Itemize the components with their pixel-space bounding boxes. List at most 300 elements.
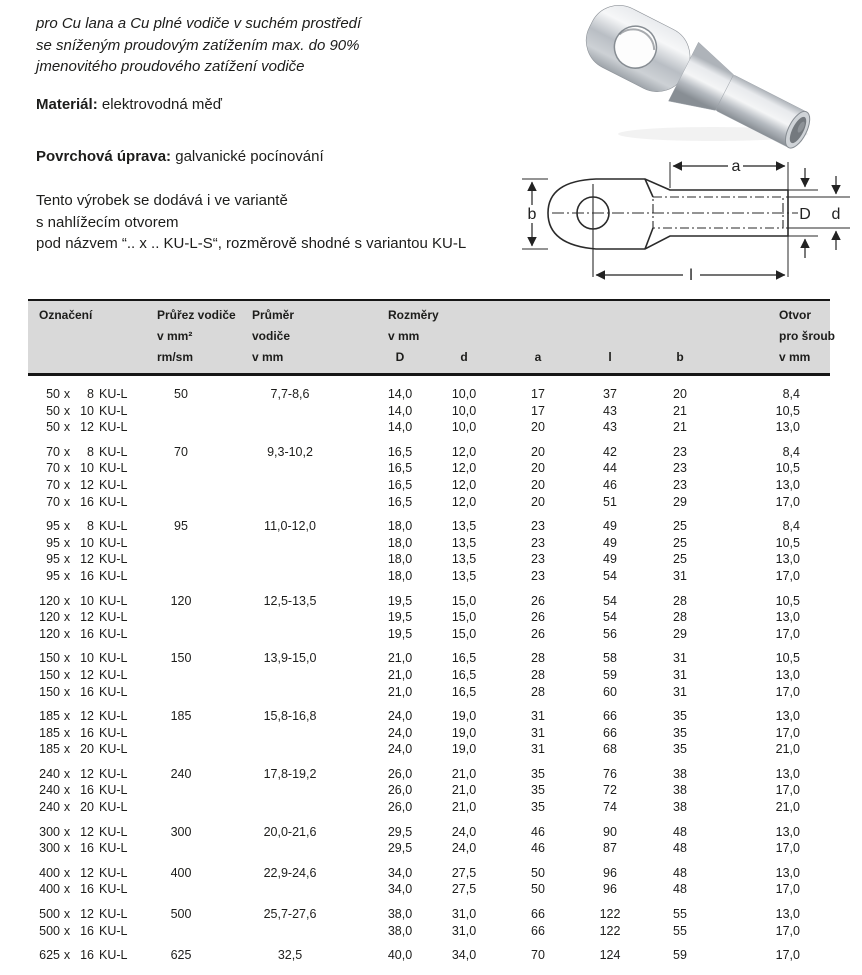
cell-cross-section — [150, 419, 212, 436]
cell-b: 21 — [673, 403, 687, 418]
cell-diameter — [212, 799, 368, 816]
cell-d: 19,0 — [451, 725, 477, 740]
cell-diameter — [212, 725, 368, 742]
cell-bolt-hole: 13,0 — [775, 667, 800, 682]
cell-b: 55 — [673, 923, 687, 938]
cell-d: 15,0 — [451, 610, 477, 625]
cell-l: 87 — [603, 841, 617, 856]
cell-designation: 95 x 12 KU-L — [46, 552, 128, 567]
cell-D: 21,0 — [387, 684, 413, 699]
cell-diameter: 11,0-12,0 — [264, 519, 316, 534]
cell-l: 60 — [603, 684, 617, 699]
cell-diameter — [212, 460, 368, 477]
cell-designation: 50 x 12 KU-L — [46, 420, 128, 435]
cell-l: 96 — [603, 882, 617, 897]
cell-designation: 240 x 20 KU-L — [39, 800, 128, 815]
cell-bolt-hole: 13,0 — [775, 610, 800, 625]
cell-diameter — [212, 568, 368, 585]
cell-cross-section: 300 — [170, 824, 192, 839]
cell-d: 13,5 — [451, 535, 477, 550]
cell-D: 18,0 — [387, 519, 413, 534]
header-dimensions: Rozměry v mm D d a l b — [368, 305, 712, 368]
cell-d: 12,0 — [451, 477, 477, 492]
lug-outline — [548, 179, 788, 249]
cell-d: 13,5 — [451, 568, 477, 583]
cell-diameter: 7,7-8,6 — [270, 387, 310, 401]
cell-diameter — [212, 419, 368, 436]
dimension-diagram — [500, 150, 862, 290]
cell-a: 17 — [531, 387, 545, 401]
cell-diameter — [212, 609, 368, 626]
cell-l: 66 — [603, 725, 617, 740]
table-row — [28, 518, 830, 535]
table-row — [28, 609, 830, 626]
cell-bolt-hole: 17,0 — [775, 948, 800, 963]
cell-l: 56 — [603, 626, 617, 641]
table-group — [28, 766, 830, 816]
cell-b: 23 — [673, 477, 687, 492]
cell-bolt-hole: 10,5 — [775, 651, 800, 666]
cell-D: 21,0 — [387, 667, 413, 682]
cell-designation: 70 x 12 KU-L — [46, 477, 128, 492]
table-row — [28, 684, 830, 701]
cell-diameter: 15,8-16,8 — [263, 709, 317, 724]
cell-b: 28 — [673, 610, 687, 625]
cell-b: 38 — [673, 766, 687, 781]
cell-a: 17 — [531, 403, 545, 418]
cell-a: 46 — [531, 824, 545, 839]
cell-diameter — [212, 667, 368, 684]
cell-a: 28 — [531, 667, 545, 682]
cell-b: 38 — [673, 800, 687, 815]
cell-designation: 150 x 10 KU-L — [39, 651, 128, 666]
cell-diameter — [212, 741, 368, 758]
cell-a: 31 — [531, 725, 545, 740]
table-group — [28, 708, 830, 758]
header-bolt-hole: Otvor pro šroub v mm — [779, 308, 835, 364]
cell-cross-section: 120 — [170, 593, 192, 608]
cell-designation: 400 x 12 KU-L — [39, 865, 128, 880]
cell-l: 122 — [599, 907, 621, 922]
cell-bolt-hole: 17,0 — [775, 882, 800, 897]
dimension-arrows — [532, 166, 836, 275]
cell-bolt-hole: 10,5 — [775, 593, 800, 608]
cell-D: 18,0 — [387, 552, 413, 567]
cell-a: 20 — [531, 420, 545, 435]
cell-l: 90 — [603, 824, 617, 839]
cell-cross-section: 95 — [174, 519, 188, 534]
cell-l: 43 — [603, 403, 617, 418]
table-row — [28, 626, 830, 643]
cell-diameter: 22,9-24,6 — [263, 865, 317, 880]
cell-cross-section — [150, 881, 212, 898]
table-row — [28, 650, 830, 667]
cell-cross-section — [150, 568, 212, 585]
cell-l: 49 — [603, 552, 617, 567]
cell-D: 38,0 — [387, 907, 413, 922]
cell-cross-section — [150, 626, 212, 643]
cell-cross-section: 400 — [170, 865, 192, 880]
table-group — [28, 650, 830, 700]
cell-D: 21,0 — [387, 651, 413, 666]
cell-bolt-hole: 17,0 — [775, 783, 800, 798]
table-row — [28, 477, 830, 494]
cell-a: 35 — [531, 783, 545, 798]
table-row — [28, 741, 830, 758]
header-dim-b: b — [676, 350, 684, 364]
header-dim-l: l — [608, 350, 612, 364]
table-group — [28, 865, 830, 898]
cell-d: 21,0 — [451, 766, 477, 781]
cell-d: 15,0 — [451, 626, 477, 641]
table-row — [28, 923, 830, 940]
cell-l: 96 — [603, 865, 617, 880]
cell-d: 34,0 — [451, 948, 477, 963]
cell-designation: 150 x 16 KU-L — [39, 684, 128, 699]
variant-line-2: s nahlížecím otvorem — [36, 213, 179, 231]
cell-bolt-hole: 8,4 — [782, 387, 800, 401]
table-row — [28, 725, 830, 742]
dim-label-l: l — [689, 267, 693, 284]
cell-diameter: 13,9-15,0 — [263, 651, 317, 666]
cell-designation: 625 x 16 KU-L — [39, 948, 128, 963]
table-row — [28, 947, 830, 964]
cell-b: 59 — [673, 948, 687, 963]
cell-diameter — [212, 477, 368, 494]
cell-designation: 150 x 12 KU-L — [39, 667, 128, 682]
cell-cross-section — [150, 684, 212, 701]
cell-d: 10,0 — [451, 403, 477, 418]
cell-bolt-hole: 13,0 — [775, 766, 800, 781]
cell-d: 12,0 — [451, 461, 477, 476]
cell-designation: 70 x 16 KU-L — [46, 494, 128, 509]
cell-cross-section: 625 — [170, 948, 192, 963]
cell-diameter — [212, 626, 368, 643]
table-row — [28, 535, 830, 552]
cell-designation: 95 x 8 KU-L — [46, 519, 128, 534]
cell-bolt-hole: 17,0 — [775, 923, 800, 938]
cell-d: 31,0 — [451, 923, 477, 938]
cell-D: 26,0 — [387, 766, 413, 781]
cell-D: 26,0 — [387, 800, 413, 815]
cell-cross-section — [150, 799, 212, 816]
table-group — [28, 593, 830, 643]
table-row — [28, 403, 830, 420]
cell-a: 28 — [531, 684, 545, 699]
table-group — [28, 444, 830, 510]
cell-d: 24,0 — [451, 824, 477, 839]
cell-l: 72 — [603, 783, 617, 798]
table-row — [28, 667, 830, 684]
variant-text — [36, 190, 466, 255]
cell-D: 19,5 — [387, 626, 413, 641]
cell-D: 26,0 — [387, 783, 413, 798]
cell-diameter: 20,0-21,6 — [263, 824, 317, 839]
cell-cross-section: 185 — [170, 709, 192, 724]
cell-diameter — [212, 881, 368, 898]
cell-d: 10,0 — [451, 420, 477, 435]
cell-diameter: 32,5 — [277, 948, 303, 963]
cell-cross-section — [150, 460, 212, 477]
cell-cross-section — [150, 782, 212, 799]
cell-cross-section — [150, 840, 212, 857]
cell-designation: 500 x 16 KU-L — [39, 923, 128, 938]
cell-D: 14,0 — [387, 420, 413, 435]
cell-d: 16,5 — [451, 684, 477, 699]
cell-D: 16,5 — [387, 444, 413, 459]
cell-a: 23 — [531, 535, 545, 550]
cell-b: 35 — [673, 742, 687, 757]
cell-cross-section — [150, 725, 212, 742]
cell-bolt-hole: 10,5 — [775, 535, 800, 550]
dim-label-a: a — [731, 158, 741, 175]
cell-b: 31 — [673, 568, 687, 583]
table-row — [28, 494, 830, 511]
cell-b: 28 — [673, 593, 687, 608]
cell-a: 46 — [531, 841, 545, 856]
header-dim-a: a — [534, 350, 542, 364]
variant-line-3: pod názvem “.. x .. KU-L-S“, rozměrově shodné s variantou KU-L — [36, 235, 467, 252]
cell-designation: 120 x 16 KU-L — [39, 626, 128, 641]
cell-D: 24,0 — [387, 725, 413, 740]
cell-diameter — [212, 840, 368, 857]
cell-diameter — [212, 535, 368, 552]
cell-d: 13,5 — [451, 519, 477, 534]
cell-a: 28 — [531, 651, 545, 666]
variant-line-1: Tento výrobek se dodává i ve variantě — [36, 192, 288, 209]
cell-d: 16,5 — [451, 651, 477, 666]
cell-b: 48 — [673, 824, 687, 839]
cell-designation: 95 x 16 KU-L — [46, 568, 128, 583]
cell-cross-section: 70 — [174, 444, 188, 459]
cell-l: 74 — [603, 800, 617, 815]
cell-a: 35 — [531, 766, 545, 781]
cell-b: 29 — [673, 494, 687, 509]
cell-D: 38,0 — [387, 923, 413, 938]
cell-bolt-hole: 21,0 — [775, 742, 800, 757]
cell-l: 76 — [603, 766, 617, 781]
cell-D: 14,0 — [387, 403, 413, 418]
cell-diameter: 12,5-13,5 — [263, 593, 317, 608]
cell-b: 20 — [673, 387, 687, 401]
cell-l: 58 — [603, 651, 617, 666]
table-row — [28, 444, 830, 461]
table-row — [28, 865, 830, 882]
cell-l: 46 — [603, 477, 617, 492]
cell-b: 35 — [673, 709, 687, 724]
cell-bolt-hole: 8,4 — [782, 444, 800, 459]
cell-cross-section — [150, 741, 212, 758]
cell-d: 21,0 — [451, 800, 477, 815]
cell-b: 25 — [673, 552, 687, 567]
table-row — [28, 568, 830, 585]
cell-a: 26 — [531, 626, 545, 641]
cell-bolt-hole: 10,5 — [775, 461, 800, 476]
cell-b: 23 — [673, 461, 687, 476]
cell-a: 31 — [531, 709, 545, 724]
cell-d: 13,5 — [451, 552, 477, 567]
cell-bolt-hole: 10,5 — [775, 403, 800, 418]
table-row — [28, 766, 830, 783]
cell-d: 16,5 — [451, 667, 477, 682]
cell-designation: 95 x 10 KU-L — [46, 535, 128, 550]
cell-a: 35 — [531, 800, 545, 815]
cell-a: 20 — [531, 444, 545, 459]
cell-D: 24,0 — [387, 742, 413, 757]
cell-l: 124 — [599, 948, 621, 963]
spec-table-body — [28, 376, 830, 964]
intro-text — [36, 13, 361, 78]
cell-bolt-hole: 17,0 — [775, 626, 800, 641]
cell-cross-section — [150, 609, 212, 626]
cell-designation: 185 x 20 KU-L — [39, 742, 128, 757]
cell-diameter — [212, 551, 368, 568]
cell-designation: 300 x 16 KU-L — [39, 841, 128, 856]
cell-b: 48 — [673, 882, 687, 897]
cell-bolt-hole: 17,0 — [775, 841, 800, 856]
cell-d: 31,0 — [451, 907, 477, 922]
cell-l: 42 — [603, 444, 617, 459]
cell-D: 16,5 — [387, 494, 413, 509]
table-row — [28, 782, 830, 799]
cell-D: 19,5 — [387, 610, 413, 625]
cell-diameter — [212, 403, 368, 420]
cell-a: 66 — [531, 923, 545, 938]
cell-cross-section — [150, 535, 212, 552]
cell-designation: 120 x 10 KU-L — [39, 593, 128, 608]
cell-designation: 185 x 16 KU-L — [39, 725, 128, 740]
cell-d: 19,0 — [451, 742, 477, 757]
material-label: Materiál: — [36, 96, 98, 113]
cell-cross-section — [150, 494, 212, 511]
cell-cross-section: 150 — [170, 651, 192, 666]
cell-bolt-hole: 13,0 — [775, 865, 800, 880]
cell-cross-section: 240 — [170, 766, 192, 781]
table-header — [28, 299, 835, 376]
header-diameter: Průměr vodiče v mm — [252, 308, 295, 364]
spec-table — [28, 299, 835, 972]
cell-b: 29 — [673, 626, 687, 641]
cell-l: 122 — [599, 923, 621, 938]
cell-a: 31 — [531, 742, 545, 757]
cell-designation: 500 x 12 KU-L — [39, 907, 128, 922]
header-designation: Označení — [39, 308, 93, 322]
cell-b: 48 — [673, 865, 687, 880]
cell-D: 29,5 — [387, 824, 413, 839]
cell-d: 15,0 — [451, 593, 477, 608]
cell-designation: 70 x 8 KU-L — [46, 444, 128, 459]
intro-line-1: pro Cu lana a Cu plné vodiče v suchém prostředí — [36, 15, 362, 32]
cell-diameter — [212, 494, 368, 511]
table-group — [28, 906, 830, 939]
cell-cross-section — [150, 923, 212, 940]
table-group — [28, 386, 830, 436]
cell-l: 49 — [603, 519, 617, 534]
cell-a: 50 — [531, 882, 545, 897]
cell-b: 31 — [673, 684, 687, 699]
cell-d: 12,0 — [451, 494, 477, 509]
cell-b: 55 — [673, 907, 687, 922]
surface-label: Povrchová úprava: — [36, 148, 172, 165]
cell-diameter: 9,3-10,2 — [267, 444, 313, 459]
cell-diameter — [212, 782, 368, 799]
cell-l: 51 — [603, 494, 617, 509]
table-row — [28, 881, 830, 898]
cell-b: 31 — [673, 651, 687, 666]
cell-l: 68 — [603, 742, 617, 757]
cell-l: 49 — [603, 535, 617, 550]
cell-a: 70 — [531, 948, 545, 963]
cell-designation: 70 x 10 KU-L — [46, 461, 128, 476]
table-row — [28, 906, 830, 923]
cell-cross-section: 500 — [170, 907, 192, 922]
cell-b: 48 — [673, 841, 687, 856]
cell-bolt-hole: 13,0 — [775, 709, 800, 724]
cell-bolt-hole: 13,0 — [775, 477, 800, 492]
header-cross-section: Průřez vodiče v mm² rm/sm — [157, 308, 236, 364]
cell-diameter — [212, 684, 368, 701]
cell-cross-section: 50 — [174, 387, 188, 401]
cell-bolt-hole: 17,0 — [775, 568, 800, 583]
cell-cross-section — [150, 403, 212, 420]
cell-designation: 240 x 12 KU-L — [39, 766, 128, 781]
cell-designation: 300 x 12 KU-L — [39, 824, 128, 839]
cell-l: 59 — [603, 667, 617, 682]
cell-b: 21 — [673, 420, 687, 435]
cell-d: 12,0 — [451, 444, 477, 459]
dim-label-b: b — [527, 206, 537, 223]
cell-bolt-hole: 17,0 — [775, 494, 800, 509]
cell-bolt-hole: 13,0 — [775, 824, 800, 839]
cell-b: 31 — [673, 667, 687, 682]
product-photo — [548, 0, 860, 150]
cell-bolt-hole: 13,0 — [775, 907, 800, 922]
cell-bolt-hole: 21,0 — [775, 800, 800, 815]
table-group — [28, 947, 830, 964]
cell-D: 16,5 — [387, 477, 413, 492]
surface-value: galvanické pocínování — [171, 148, 324, 165]
intro-line-2: se sníženým proudovým zatížením max. do 90% — [36, 36, 360, 54]
table-row — [28, 708, 830, 725]
table-group — [28, 824, 830, 857]
cell-D: 19,5 — [387, 593, 413, 608]
cell-d: 21,0 — [451, 783, 477, 798]
table-row — [28, 593, 830, 610]
table-group — [28, 518, 830, 584]
table-row — [28, 799, 830, 816]
cell-l: 54 — [603, 593, 617, 608]
cell-b: 35 — [673, 725, 687, 740]
material-value: elektrovodná měď — [97, 96, 222, 113]
table-row — [28, 460, 830, 477]
cell-a: 20 — [531, 461, 545, 476]
cell-cross-section — [150, 667, 212, 684]
cell-D: 18,0 — [387, 535, 413, 550]
cell-l: 54 — [603, 568, 617, 583]
cell-a: 26 — [531, 610, 545, 625]
cell-a: 20 — [531, 494, 545, 509]
cell-designation: 50 x 8 KU-L — [46, 387, 128, 401]
cell-designation: 120 x 12 KU-L — [39, 610, 128, 625]
cell-diameter: 25,7-27,6 — [263, 907, 317, 922]
surface-line — [36, 148, 324, 165]
cell-designation: 185 x 12 KU-L — [39, 709, 128, 724]
cell-b: 38 — [673, 783, 687, 798]
cell-a: 20 — [531, 477, 545, 492]
cell-a: 50 — [531, 865, 545, 880]
cell-l: 43 — [603, 420, 617, 435]
cell-D: 34,0 — [387, 865, 413, 880]
